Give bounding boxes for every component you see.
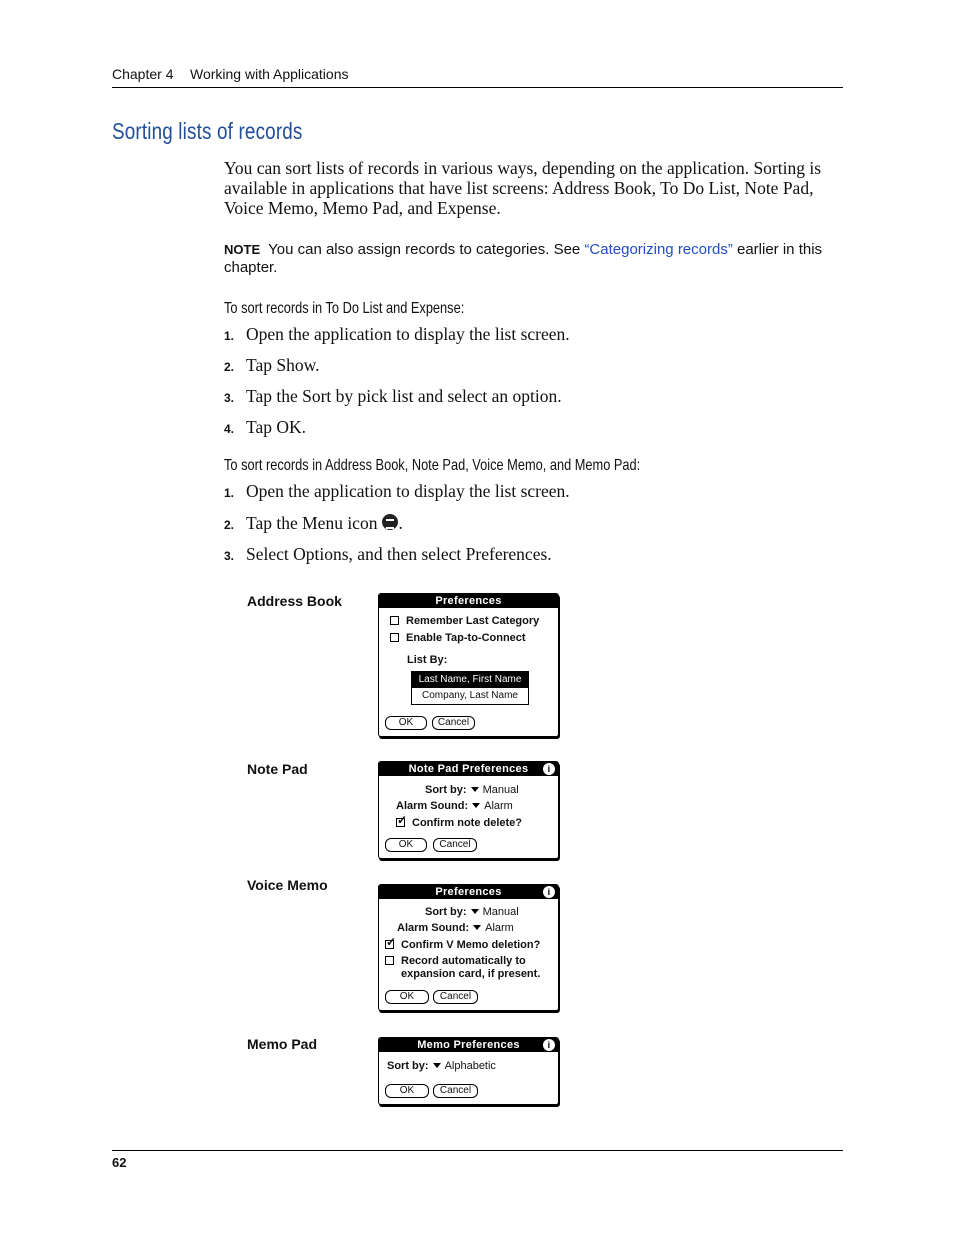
dialog-title <box>379 885 558 899</box>
step-item <box>224 386 562 407</box>
dialog-title-text: Note Pad Preferences <box>408 763 529 775</box>
step-text: Open the application to display the list screen. <box>246 481 570 501</box>
checkbox-icon <box>390 616 399 625</box>
alarm-sound-row <box>397 922 514 934</box>
dropdown-arrow-icon[interactable] <box>433 1063 441 1068</box>
alarm-value[interactable]: Alarm <box>485 922 514 934</box>
cancel-button[interactable]: Cancel <box>432 716 475 730</box>
note-text: You can also assign records to categories. See <box>268 241 585 258</box>
step-number: 2. <box>224 518 235 532</box>
note-pad-label: Note Pad <box>247 761 308 777</box>
alarm-label: Alarm Sound: <box>396 800 469 812</box>
sort-by-row <box>425 906 519 918</box>
checkbox-label: Confirm note delete? <box>412 817 523 829</box>
step-text: Tap the Sort by pick list and select an option. <box>246 386 562 406</box>
dropdown-arrow-icon[interactable] <box>472 803 480 808</box>
step-item <box>224 355 319 376</box>
record-automatically-label-line2: expansion card, if present. <box>401 968 541 980</box>
step-number: 3. <box>224 391 235 405</box>
checkbox-checked-icon <box>385 940 394 949</box>
sort-label: Sort by: <box>425 906 467 918</box>
checkbox-label: Remember Last Category <box>406 615 540 627</box>
tap-to-connect-checkbox[interactable] <box>390 632 526 644</box>
page-footer <box>112 1150 843 1170</box>
cancel-button[interactable]: Cancel <box>433 990 478 1004</box>
categorizing-records-link[interactable]: “Categorizing records” <box>584 241 733 258</box>
page-header <box>112 66 843 88</box>
checkbox-checked-icon <box>396 818 405 827</box>
chapter-title: Working with Applications <box>190 66 349 82</box>
step-number: 2. <box>224 360 235 374</box>
section-title: Sorting lists of records <box>112 118 303 144</box>
dialog-title <box>379 1038 558 1052</box>
note-paragraph <box>224 241 844 277</box>
note-pad-preferences-dialog <box>378 761 559 859</box>
checkbox-icon <box>385 956 394 965</box>
dropdown-arrow-icon[interactable] <box>471 909 479 914</box>
checkbox-label: Confirm V Memo deletion? <box>401 939 541 951</box>
ok-button[interactable]: OK <box>385 838 427 852</box>
alarm-sound-row <box>396 800 513 812</box>
step-text: Tap Show. <box>246 355 320 375</box>
note-text-end: earlier in this chapter. <box>224 241 823 276</box>
info-icon[interactable]: i <box>543 1039 555 1051</box>
sort-value[interactable]: Manual <box>482 906 519 918</box>
ok-button[interactable]: OK <box>385 716 427 730</box>
ok-button[interactable]: OK <box>385 1084 429 1098</box>
checkbox-icon <box>390 633 399 642</box>
cancel-button[interactable]: Cancel <box>433 838 477 852</box>
voice-memo-label: Voice Memo <box>247 877 328 893</box>
sort-label: Sort by: <box>387 1060 429 1072</box>
step-item <box>224 513 403 534</box>
step-suffix: . <box>398 513 403 533</box>
step-text: Open the application to display the list screen. <box>246 324 570 344</box>
sort-by-row <box>387 1060 496 1072</box>
memo-pad-preferences-dialog <box>378 1037 559 1105</box>
sort-label: Sort by: <box>425 784 467 796</box>
step-item <box>224 481 570 502</box>
address-book-preferences-dialog <box>378 593 559 737</box>
step-number: 4. <box>224 422 235 436</box>
dialog-title-text: Preferences <box>435 886 502 898</box>
sort-value[interactable]: Manual <box>482 784 519 796</box>
step-number: 1. <box>224 329 235 343</box>
list-option-last-first[interactable]: Last Name, First Name <box>412 672 528 688</box>
sort-by-row <box>425 784 519 796</box>
menu-icon <box>382 514 398 530</box>
procedure-title-address: To sort records in Address Book, Note Pad, Voice Memo, and Memo Pad: <box>224 457 641 474</box>
list-option-company-last[interactable]: Company, Last Name <box>422 690 518 701</box>
cancel-button[interactable]: Cancel <box>433 1084 478 1098</box>
step-item <box>224 417 306 438</box>
chapter-number: Chapter 4 <box>112 66 174 82</box>
list-by-options <box>411 671 529 705</box>
info-icon[interactable]: i <box>543 886 555 898</box>
alarm-label: Alarm Sound: <box>397 922 470 934</box>
sort-value[interactable]: Alphabetic <box>444 1060 496 1072</box>
intro-paragraph: You can sort lists of records in various ways, depending on the application. Sorting is available in applications that have list screens: Address Book, To Do List, Note Pad, Voice Memo, Memo Pad, and Expense. <box>224 158 822 218</box>
step-item <box>224 544 552 565</box>
dropdown-arrow-icon[interactable] <box>473 925 481 930</box>
info-icon[interactable]: i <box>543 763 555 775</box>
step-text: Tap the Menu icon <box>246 513 378 533</box>
step-number: 3. <box>224 549 235 563</box>
record-automatically-checkbox[interactable] <box>385 955 526 967</box>
procedure-title-todo: To sort records in To Do List and Expense: <box>224 300 465 317</box>
voice-memo-preferences-dialog <box>378 884 559 1011</box>
confirm-deletion-checkbox[interactable] <box>385 939 540 951</box>
step-item <box>224 324 570 345</box>
list-by-label: List By: <box>407 654 448 666</box>
address-book-label: Address Book <box>247 593 342 609</box>
checkbox-label: Enable Tap-to-Connect <box>406 632 526 644</box>
note-label: NOTE <box>224 242 261 257</box>
step-text: Select Options, and then select Preferences. <box>246 544 552 564</box>
alarm-value[interactable]: Alarm <box>484 800 513 812</box>
confirm-delete-checkbox[interactable] <box>396 817 522 829</box>
checkbox-label: Record automatically to <box>401 955 526 967</box>
memo-pad-label: Memo Pad <box>247 1036 318 1052</box>
page-number: 62 <box>112 1155 127 1170</box>
dropdown-arrow-icon[interactable] <box>471 787 479 792</box>
dialog-title <box>379 762 558 776</box>
step-number: 1. <box>224 486 235 500</box>
step-text: Tap OK. <box>246 417 307 437</box>
dialog-title-text: Memo Preferences <box>417 1039 520 1051</box>
ok-button[interactable]: OK <box>385 990 429 1004</box>
remember-category-checkbox[interactable] <box>390 615 539 627</box>
dialog-title: Preferences <box>379 594 558 608</box>
